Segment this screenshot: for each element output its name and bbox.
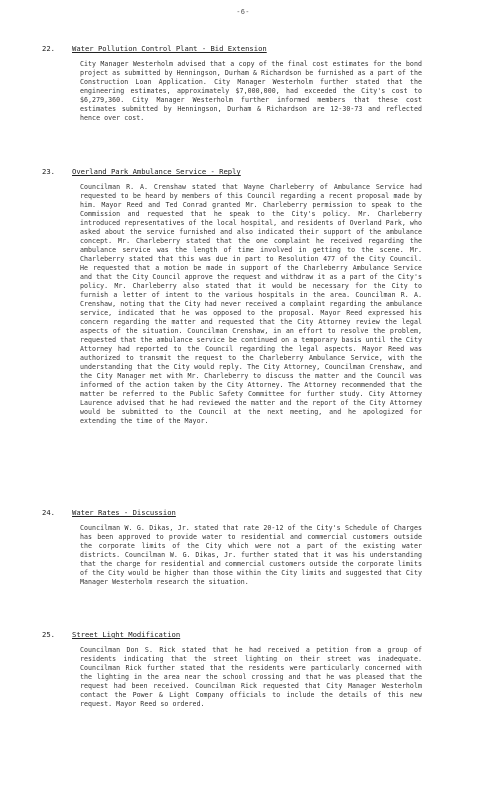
item-body: Councilman W. G. Dikas, Jr. stated that rate 20-12 of the City's Schedule of Charges has been approved to provide water to residential and commercial customers outside the corporate limits of the City which were not a part of the existing water districts. Councilman W. G. Dikas, Jr. further stated that it was his understanding that the charge for residential and commercial customers outside the corporate limits of the City would be higher than those within the City limits and suggested that City Manager Westerholm research the situation. — [80, 524, 422, 586]
item-body: Councilman Don S. Rick stated that he had received a petition from a group of residents indicating that the street lighting on their street was inadequate. Councilman Rick further stated that the residents were particularly concerned with the lighting in the area near the school crossing and that he was pleased that the request had been received. Councilman Rick requested that City Manager Westerholm contact the Power & Light Company officials to include the details of this new request. Mayor Reed so ordered. — [80, 646, 422, 708]
item-body: City Manager Westerholm advised that a copy of the final cost estimates for the bond project as submitted by Henningson, Durham & Richardson be furnished as a part of the Construction Loan Application. City Manager Westerholm further stated that the engineering estimates, approximately $7,000,000, had exceeded the City's cost to $6,279,360. City Manager Westerholm further informed members that these cost estimates submitted by Henningson, Durham & Richardson are 12-30-73 and reflected hence over cost. — [80, 60, 422, 122]
agenda-item-24 — [42, 508, 432, 587]
page-number: -6- — [236, 8, 250, 16]
agenda-item-22 — [42, 44, 432, 123]
item-heading: Street Light Modification — [72, 630, 181, 639]
item-heading: Water Pollution Control Plant - Bid Extension — [72, 44, 267, 53]
item-heading: Overland Park Ambulance Service - Reply — [72, 167, 241, 176]
item-number: 22. — [42, 44, 55, 53]
item-body: Councilman R. A. Crenshaw stated that Wayne Charleberry of Ambulance Service had requested to be heard by members of this Council regarding a recent proposal made by him. Mayor Reed and Ted Conrad granted Mr. Charleberry permission to speak to the Commission and requested that he speak to the City's policy. Mr. Charleberry introduced representatives of the local hospital, and residents of Overland Park, who asked about the service furnished and also indicated their support of the ambulance concept. Mr. Charleberry stated that the one complaint he received regarding the ambulance service was the length of time involved in getting to the scene. Mr. Charleberry stated that this was due in part to Resolution 477 of the City Council. He requested that a motion be made in support of the Charleberry Ambulance Service and that the City Council approve the request and withdraw it as a part of the City's policy. Mr. Charleberry also stated that it would be necessary for the City to furnish a letter of intent to the various hospitals in the area. Councilman R. A. Crenshaw, noting that the City had never received a complaint regarding the ambulance service, indicated that he was opposed to the proposal. Mayor Reed expressed his concern regarding the matter and requested that the City Attorney review the legal aspects of the situation. Councilman Crenshaw, in an effort to resolve the problem, requested that the ambulance service be continued on a temporary basis until the City Attorney had reported to the Council regarding the legal aspects. Mayor Reed was authorized to transmit the request to the Charleberry Ambulance Service, with the understanding that the City would reply. The City Attorney, Councilman Crenshaw, and the City Manager met with Mr. Charleberry to discuss the matter and the Council was informed of the action taken by the City Attorney. The Attorney recommended that the matter be referred to the Public Safety Committee for further study. City Attorney Laurence advised that he had reviewed the matter and the report of the City Attorney would be submitted to the Council at the next meeting, and he apologized for extending the time of the Mayor. — [80, 183, 422, 425]
agenda-item-25 — [42, 630, 432, 709]
item-number: 23. — [42, 167, 55, 176]
agenda-item-23 — [42, 167, 432, 426]
item-heading: Water Rates - Discussion — [72, 508, 176, 517]
item-number: 25. — [42, 630, 55, 639]
item-number: 24. — [42, 508, 55, 517]
